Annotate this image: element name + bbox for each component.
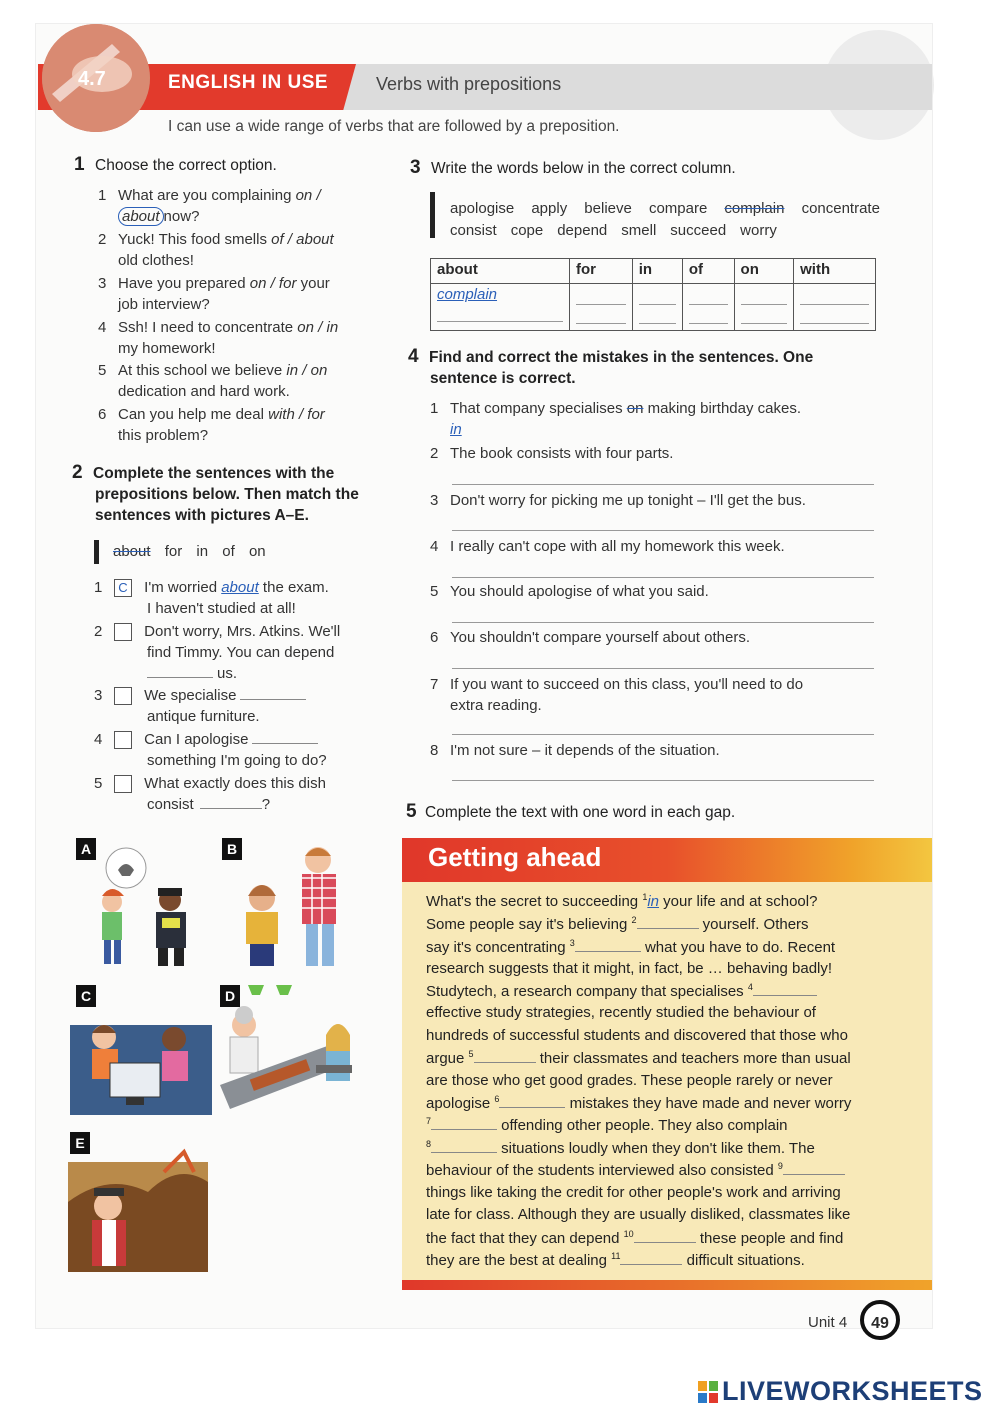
exercise-instruction: Complete the sentences with the bbox=[93, 465, 335, 482]
answer-line[interactable] bbox=[452, 734, 874, 735]
answer-line[interactable] bbox=[689, 309, 728, 324]
text-line bbox=[426, 1094, 851, 1112]
item-text: antique furniture. bbox=[147, 708, 260, 725]
item-text: consist bbox=[147, 796, 194, 813]
picture-e bbox=[68, 1132, 208, 1272]
word: on bbox=[248, 543, 266, 560]
page-number: 49 bbox=[860, 1300, 900, 1340]
filled-answer: complain bbox=[437, 286, 498, 303]
text-line bbox=[426, 1049, 851, 1067]
item-number: 1 bbox=[94, 579, 103, 596]
item-text: dedication and hard work. bbox=[118, 383, 290, 400]
item-text: At this school we believe bbox=[118, 362, 287, 379]
ex4-item-7 bbox=[430, 674, 803, 716]
ex4-item-5 bbox=[430, 581, 709, 602]
word: apply bbox=[531, 200, 568, 217]
text-line: research suggests that it might, in fact, be … behaving badly! bbox=[426, 960, 833, 977]
text: yourself. Others bbox=[698, 916, 809, 933]
item-text: I'm worried bbox=[144, 579, 222, 596]
answer-line[interactable] bbox=[639, 309, 676, 324]
item-text: You shouldn't compare yourself about others. bbox=[450, 629, 750, 646]
answer-blank[interactable] bbox=[252, 731, 318, 744]
answer-line[interactable] bbox=[452, 622, 874, 623]
picture-label: C bbox=[76, 985, 96, 1007]
text-line: effective study strategies, recently studied the behaviour of bbox=[426, 1004, 816, 1021]
item-text: ? bbox=[261, 796, 271, 813]
table-row bbox=[431, 284, 876, 331]
exercise-instruction: Find and correct the mistakes in the sentences. One bbox=[429, 349, 814, 366]
picture-a bbox=[70, 838, 220, 970]
option-text[interactable]: with / for bbox=[268, 406, 325, 423]
item-number: 5 bbox=[430, 583, 439, 600]
item-text: Can I apologise bbox=[144, 731, 249, 748]
text: Studytech, a research company that specialises bbox=[426, 983, 748, 1000]
item-number: 8 bbox=[430, 742, 439, 759]
column-header: in bbox=[632, 259, 682, 284]
text-line bbox=[426, 938, 835, 956]
table-header-row bbox=[431, 259, 876, 284]
gap-number: 6 bbox=[494, 1094, 500, 1104]
text-line bbox=[426, 982, 817, 1000]
item-number: 4 bbox=[430, 538, 439, 555]
table-cell[interactable] bbox=[682, 284, 734, 331]
word: concentrate bbox=[801, 200, 880, 217]
item-text: I'm not sure – it depends of the situation. bbox=[450, 742, 720, 759]
text-line bbox=[426, 915, 809, 933]
item-text: The book consists with four parts. bbox=[450, 445, 674, 462]
item-text: job interview? bbox=[118, 296, 210, 313]
text-line: are those who get good grades. These people rarely or never bbox=[426, 1072, 833, 1089]
item-text: the exam. bbox=[258, 579, 329, 596]
picture-checkbox[interactable] bbox=[114, 623, 132, 641]
answer-line[interactable] bbox=[452, 530, 874, 531]
word: worry bbox=[740, 222, 777, 239]
text-line: late for class. Although they are usually disliked, classmates like bbox=[426, 1206, 851, 1223]
ex2-word-box bbox=[113, 543, 266, 560]
item-number: 2 bbox=[94, 623, 103, 640]
gap-blank[interactable] bbox=[753, 983, 817, 996]
exercise-instruction: Choose the correct option. bbox=[95, 157, 277, 174]
answer-line[interactable] bbox=[741, 309, 788, 324]
ex1-item-4[interactable] bbox=[98, 317, 338, 359]
reading-footer-bar bbox=[402, 1280, 932, 1290]
text: what you have to do. Recent bbox=[640, 939, 836, 956]
item-number: 6 bbox=[98, 406, 107, 423]
picture-checkbox[interactable] bbox=[114, 687, 132, 705]
answer-line[interactable] bbox=[741, 290, 788, 305]
exercise-number: 4 bbox=[408, 346, 419, 367]
gap-number: 4 bbox=[747, 982, 753, 992]
option-text[interactable]: on / in bbox=[297, 319, 339, 336]
gap-blank[interactable] bbox=[783, 1162, 845, 1175]
word: consist bbox=[450, 222, 497, 239]
filled-answer[interactable]: in bbox=[647, 893, 660, 910]
option-text[interactable]: in / on bbox=[286, 362, 328, 379]
answer-line[interactable] bbox=[800, 309, 869, 324]
word: apologise bbox=[450, 200, 515, 217]
unit-number: 4.7 bbox=[78, 68, 106, 90]
ex3-column-table bbox=[430, 258, 876, 331]
item-text: Can you help me deal bbox=[118, 406, 269, 423]
text: offending other people. They also complain bbox=[497, 1117, 788, 1134]
item-text: find Timmy. You can depend bbox=[147, 644, 335, 661]
word: about bbox=[113, 543, 151, 560]
word: believe bbox=[584, 200, 632, 217]
option-text: on / bbox=[295, 187, 321, 204]
text: Some people say it's believing bbox=[426, 916, 632, 933]
picture-d bbox=[220, 985, 366, 1121]
picture-checkbox[interactable]: C bbox=[114, 579, 132, 597]
word-box-marker bbox=[94, 540, 99, 564]
table-cell[interactable] bbox=[632, 284, 682, 331]
gap-blank[interactable] bbox=[637, 916, 699, 929]
item-text: my homework! bbox=[118, 340, 216, 357]
item-number: 2 bbox=[98, 231, 107, 248]
item-number: 6 bbox=[430, 629, 439, 646]
gap-blank[interactable] bbox=[431, 1117, 497, 1130]
text: their classmates and teachers more than usual bbox=[535, 1050, 851, 1067]
gap-number: 11 bbox=[611, 1251, 621, 1261]
picture-label: B bbox=[222, 838, 242, 860]
word: compare bbox=[648, 200, 708, 217]
gap-blank[interactable] bbox=[431, 1140, 497, 1153]
exercise-3-heading bbox=[410, 157, 736, 179]
picture-checkbox[interactable] bbox=[114, 775, 132, 793]
text: argue bbox=[426, 1050, 469, 1067]
item-text: What exactly does this dish bbox=[144, 775, 326, 792]
item-text: extra reading. bbox=[450, 697, 542, 714]
ex2-item-4 bbox=[94, 729, 327, 771]
ex2-item-5 bbox=[94, 773, 326, 815]
item-number: 7 bbox=[430, 676, 439, 693]
text: behaviour of the students interviewed also consisted bbox=[426, 1162, 778, 1179]
exercise-1-heading bbox=[74, 154, 277, 176]
word: of bbox=[222, 543, 235, 560]
gap-number: 10 bbox=[623, 1229, 634, 1239]
answer-line[interactable] bbox=[639, 290, 676, 305]
text-line bbox=[426, 892, 817, 910]
exercise-instruction: Complete the text with one word in each gap. bbox=[425, 804, 736, 821]
word-box-marker bbox=[430, 192, 435, 238]
liveworksheets-brand[interactable]: LIVEWORKSHEETS bbox=[722, 1376, 983, 1406]
exercise-number: 1 bbox=[74, 154, 85, 175]
word: complain bbox=[724, 200, 785, 217]
section-title: ENGLISH IN USE bbox=[168, 72, 329, 93]
ex4-item-6 bbox=[430, 627, 750, 648]
item-text: I haven't studied at all! bbox=[147, 600, 296, 617]
text: situations loudly when they don't like them. The bbox=[497, 1140, 815, 1157]
picture-label: A bbox=[76, 838, 96, 860]
table-cell[interactable] bbox=[734, 284, 794, 331]
gap-number: 5 bbox=[468, 1049, 474, 1059]
text: mistakes they have made and never worry bbox=[565, 1095, 852, 1112]
exercise-5-heading bbox=[406, 801, 735, 823]
item-text: If you want to succeed on this class, you'll need to do bbox=[450, 676, 804, 693]
ex1-item-3[interactable] bbox=[98, 273, 330, 315]
unit-label: Unit 4 bbox=[808, 1314, 848, 1331]
text-line bbox=[426, 1161, 845, 1179]
picture-label: D bbox=[220, 985, 240, 1007]
answer-line[interactable] bbox=[800, 290, 869, 305]
item-number: 3 bbox=[430, 492, 439, 509]
gap-number: 3 bbox=[569, 938, 575, 948]
text-line bbox=[426, 1229, 843, 1247]
answer-line[interactable] bbox=[689, 290, 728, 305]
text: they are the best at dealing bbox=[426, 1252, 612, 1269]
item-text: Ssh! I need to concentrate bbox=[118, 319, 298, 336]
text: difficult situations. bbox=[682, 1252, 805, 1269]
exercise-number: 5 bbox=[406, 801, 417, 822]
exercise-2-heading bbox=[72, 462, 359, 526]
item-number: 5 bbox=[94, 775, 103, 792]
picture-checkbox[interactable] bbox=[114, 731, 132, 749]
exercise-number: 2 bbox=[72, 462, 83, 483]
ex2-item-2 bbox=[94, 621, 340, 684]
word-row bbox=[450, 198, 880, 220]
item-text: us. bbox=[217, 665, 238, 682]
picture-c bbox=[70, 985, 212, 1121]
text-line bbox=[426, 1116, 788, 1134]
gap-number: 9 bbox=[777, 1161, 783, 1171]
item-number: 1 bbox=[98, 187, 107, 204]
text: apologise bbox=[426, 1095, 495, 1112]
item-text: now? bbox=[163, 208, 200, 225]
ex1-item-2[interactable] bbox=[98, 229, 334, 271]
item-text: Yuck! This food smells bbox=[118, 231, 272, 248]
gap-blank[interactable] bbox=[634, 1230, 696, 1243]
column-header: about bbox=[431, 259, 570, 284]
item-text: Have you prepared bbox=[118, 275, 250, 292]
column-header: of bbox=[682, 259, 734, 284]
picture-label: E bbox=[70, 1132, 90, 1154]
text: your life and at school? bbox=[659, 893, 818, 910]
gap-blank[interactable] bbox=[474, 1050, 536, 1063]
item-text: your bbox=[296, 275, 330, 292]
ex3-word-box bbox=[450, 198, 880, 242]
item-text: old clothes! bbox=[118, 252, 194, 269]
item-text: something I'm going to do? bbox=[147, 752, 327, 769]
item-text: What are you complaining bbox=[118, 187, 296, 204]
word: for bbox=[164, 543, 183, 560]
word: succeed bbox=[670, 222, 727, 239]
gap-blank[interactable] bbox=[499, 1095, 565, 1108]
ex2-item-1 bbox=[94, 577, 329, 619]
item-number: 4 bbox=[98, 319, 107, 336]
table-cell[interactable] bbox=[569, 284, 632, 331]
text: say it's concentrating bbox=[426, 939, 570, 956]
ex2-item-3 bbox=[94, 685, 306, 727]
gap-blank[interactable] bbox=[620, 1252, 682, 1265]
ex1-item-6[interactable] bbox=[98, 404, 325, 446]
answer-line[interactable] bbox=[452, 780, 874, 781]
word: cope bbox=[510, 222, 544, 239]
table-cell[interactable] bbox=[431, 284, 570, 331]
text-line: things like taking the credit for other people's work and arriving bbox=[426, 1184, 841, 1201]
exercise-number: 3 bbox=[410, 157, 421, 178]
section-subtitle: Verbs with prepositions bbox=[376, 74, 562, 94]
gap-number: 2 bbox=[631, 915, 637, 925]
column-header: for bbox=[569, 259, 632, 284]
answer-blank[interactable] bbox=[147, 665, 213, 678]
answer-blank[interactable] bbox=[240, 687, 306, 700]
item-text: You should apologise of what you said. bbox=[450, 583, 709, 600]
ex4-item-8 bbox=[430, 740, 720, 761]
exercise-instruction: sentence is correct. bbox=[430, 370, 576, 387]
item-text: making birthday cakes. bbox=[643, 400, 802, 417]
word: smell bbox=[621, 222, 657, 239]
item-text: Don't worry, Mrs. Atkins. We'll bbox=[144, 623, 341, 640]
column-header: with bbox=[794, 259, 876, 284]
item-text: this problem? bbox=[118, 427, 209, 444]
text-line: hundreds of successful students and discovered that those who bbox=[426, 1027, 848, 1044]
answer-blank[interactable] bbox=[200, 796, 262, 809]
text-line bbox=[426, 1139, 815, 1157]
filled-answer[interactable]: in bbox=[450, 421, 462, 438]
exercise-instruction: prepositions below. Then match the bbox=[95, 486, 359, 503]
gap-number: 7 bbox=[426, 1116, 432, 1126]
item-number: 1 bbox=[430, 400, 439, 417]
option-text[interactable]: on / for bbox=[249, 275, 297, 292]
answer-line[interactable] bbox=[452, 668, 874, 669]
ex4-item-3 bbox=[430, 490, 806, 511]
gap-number: 1 bbox=[642, 892, 648, 902]
answer-line[interactable] bbox=[437, 307, 563, 322]
item-text: We specialise bbox=[144, 687, 237, 704]
item-number: 5 bbox=[98, 362, 107, 379]
item-number: 2 bbox=[430, 445, 439, 462]
text: What's the secret to succeeding bbox=[426, 893, 643, 910]
ex1-item-5[interactable] bbox=[98, 360, 327, 402]
item-text: Don't worry for picking me up tonight – I'll get the bus. bbox=[450, 492, 806, 509]
answer-line[interactable] bbox=[452, 484, 874, 485]
word: in bbox=[196, 543, 209, 560]
word: depend bbox=[557, 222, 608, 239]
picture-b bbox=[222, 838, 362, 970]
crossed-word: on bbox=[626, 400, 644, 417]
reading-title: Getting ahead bbox=[428, 842, 602, 872]
answer-line[interactable] bbox=[576, 290, 626, 305]
ex1-item-1 bbox=[98, 185, 321, 227]
text: these people and find bbox=[695, 1230, 844, 1247]
ex4-item-4 bbox=[430, 536, 785, 557]
answer-line[interactable] bbox=[576, 309, 626, 324]
exercise-instruction: sentences with pictures A–E. bbox=[95, 507, 309, 524]
column-header: on bbox=[734, 259, 794, 284]
liveworksheets-logo-icon bbox=[698, 1381, 718, 1403]
item-number: 3 bbox=[98, 275, 107, 292]
gap-number: 8 bbox=[426, 1139, 432, 1149]
ex1-item-1-answer[interactable]: about bbox=[118, 207, 164, 226]
table-cell[interactable] bbox=[794, 284, 876, 331]
option-text[interactable]: of / about bbox=[271, 231, 334, 248]
ex4-item-2 bbox=[430, 443, 673, 464]
exercise-4-heading bbox=[408, 346, 813, 389]
item-text: I really can't cope with all my homework this week. bbox=[450, 538, 785, 555]
text: the fact that they can depend bbox=[426, 1230, 624, 1247]
item-text: That company specialises bbox=[450, 400, 627, 417]
item-number: 4 bbox=[94, 731, 103, 748]
exercise-instruction: Write the words below in the correct column. bbox=[431, 160, 736, 177]
gap-blank[interactable] bbox=[575, 939, 641, 952]
can-do-statement: I can use a wide range of verbs that are followed by a preposition. bbox=[168, 118, 620, 135]
text-line bbox=[426, 1251, 805, 1269]
answer-line[interactable] bbox=[452, 577, 874, 578]
filled-answer[interactable]: about bbox=[221, 579, 259, 596]
word-row bbox=[450, 220, 880, 242]
item-number: 3 bbox=[94, 687, 103, 704]
ex4-item-1 bbox=[430, 398, 801, 440]
